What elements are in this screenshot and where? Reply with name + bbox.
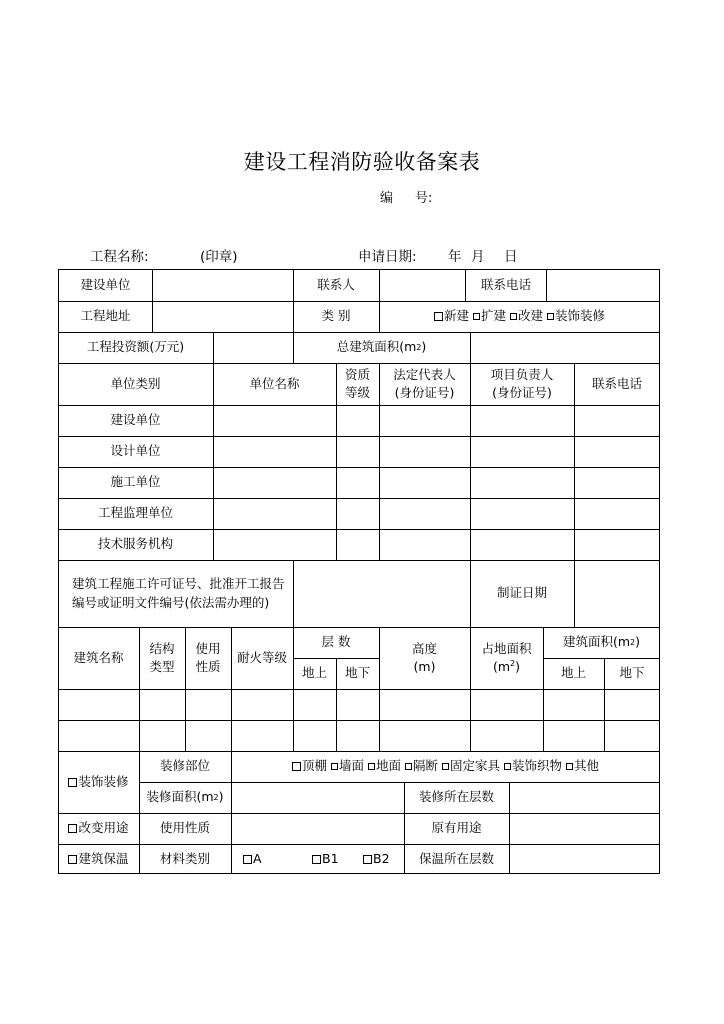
- fire-rating-header: 耐火等级: [236, 649, 287, 665]
- checkbox-icon[interactable]: [292, 762, 301, 771]
- floors-header: 层 数: [321, 634, 351, 650]
- investment-label: 工程投资额(万元): [86, 339, 185, 355]
- checkbox-icon[interactable]: [68, 855, 77, 864]
- option-other[interactable]: 其他: [566, 757, 599, 775]
- checkbox-icon[interactable]: [312, 855, 321, 864]
- land-area-header: 占地面积 $(m^2)$: [481, 640, 532, 675]
- permit-number-label: 建筑工程施工许可证号、批准开工报告 编号或证明文件编号(依法需办理的): [72, 576, 285, 610]
- floors-above-header: 地上: [301, 665, 327, 681]
- day-label: 日: [504, 249, 518, 265]
- unit-phone-header: 联系电话: [591, 375, 642, 391]
- checkbox-icon[interactable]: [510, 313, 517, 320]
- decoration-part-label: 装修部位: [159, 758, 210, 774]
- area-above-header: 地上: [560, 665, 586, 681]
- insulation-floor-label: 保温所在层数: [418, 850, 494, 866]
- total-area-label: 总建筑面积(m 2 ): [336, 339, 427, 355]
- option-b1[interactable]: B1: [312, 844, 352, 874]
- checkbox-icon[interactable]: [68, 778, 77, 787]
- unit-row-design: 设计单位: [110, 443, 161, 459]
- structure-type-header: 结构 类型: [149, 640, 175, 674]
- unit-name-header: 单位名称: [249, 375, 300, 391]
- checkbox-icon[interactable]: [368, 763, 375, 770]
- unit-type-header: 单位类别: [110, 375, 161, 391]
- form-title: 建设工程消防验收备案表: [243, 150, 481, 174]
- serial-number-label: 编 号:: [380, 191, 433, 206]
- unit-row-construction: 施工单位: [110, 474, 161, 490]
- option-rebuild[interactable]: 改建: [510, 307, 543, 325]
- option-expand[interactable]: 扩建: [473, 307, 506, 325]
- use-nature-header: 使用 性质: [195, 640, 221, 674]
- decoration-floor-label: 装修所在层数: [418, 789, 494, 805]
- contact-phone-label: 联系电话: [480, 277, 531, 293]
- change-use-label[interactable]: 改变用途: [58, 813, 139, 844]
- insulation-label[interactable]: 建筑保温: [58, 844, 139, 874]
- option-a[interactable]: A: [243, 844, 283, 874]
- year-label: 年: [448, 249, 462, 265]
- checkbox-icon[interactable]: [363, 855, 372, 864]
- unit-row-build: 建设单位: [110, 412, 161, 428]
- contact-person-label: 联系人: [317, 277, 355, 293]
- checkbox-icon[interactable]: [442, 763, 449, 770]
- build-unit-label: 建设单位: [80, 277, 131, 293]
- month-label: 月: [471, 249, 485, 265]
- use-nature-label: 使用性质: [159, 820, 210, 836]
- project-manager-header: 项目负责人 (身份证号): [490, 366, 554, 400]
- unit-row-tech-service: 技术服务机构: [97, 536, 173, 552]
- option-decoration[interactable]: 装饰装修: [547, 307, 605, 325]
- option-ceiling[interactable]: 顶棚: [292, 757, 327, 775]
- option-wall[interactable]: 墙面: [331, 757, 364, 775]
- height-header: 高度 (m): [411, 640, 437, 674]
- option-fixed-furniture[interactable]: 固定家具: [442, 757, 500, 775]
- qualification-header: 资质 等级: [344, 366, 370, 400]
- category-label: 类 别: [321, 308, 351, 324]
- building-name-header: 建筑名称: [73, 649, 124, 665]
- checkbox-icon[interactable]: [68, 824, 77, 833]
- option-fabric[interactable]: 装饰织物: [504, 757, 562, 775]
- project-address-label: 工程地址: [80, 308, 131, 324]
- option-b2[interactable]: B2: [363, 844, 403, 874]
- checkbox-icon[interactable]: [243, 855, 252, 864]
- option-floor[interactable]: 地面: [368, 757, 401, 775]
- checkbox-icon[interactable]: [405, 763, 412, 770]
- checkbox-icon[interactable]: [547, 313, 554, 320]
- area-below-header: 地下: [619, 665, 645, 681]
- category-options: [379, 301, 660, 332]
- checkbox-icon[interactable]: [331, 763, 338, 770]
- checkbox-icon[interactable]: [473, 313, 480, 320]
- project-name-label: 工程名称:: [90, 249, 149, 265]
- building-area-header: 建筑面积(m 2 ): [562, 634, 641, 650]
- checkbox-icon[interactable]: [504, 763, 511, 770]
- decoration-area-label: 装修面积(m 2 ): [146, 789, 224, 805]
- original-use-label: 原有用途: [431, 820, 482, 836]
- apply-date-label: 申请日期:: [358, 249, 417, 265]
- option-new[interactable]: 新建: [434, 307, 469, 325]
- checkbox-icon[interactable]: [566, 763, 573, 770]
- decoration-part-options: [231, 751, 660, 782]
- option-partition[interactable]: 隔断: [405, 757, 438, 775]
- decoration-label[interactable]: 装饰装修: [58, 751, 139, 813]
- unit-row-supervision: 工程监理单位: [97, 505, 173, 521]
- material-type-label: 材料类别: [159, 850, 210, 866]
- legal-rep-header: 法定代表人 (身份证号): [393, 366, 456, 400]
- floors-below-header: 地下: [344, 665, 370, 681]
- issue-date-label: 制证日期: [496, 585, 547, 601]
- seal-label: (印章): [200, 249, 238, 265]
- checkbox-icon[interactable]: [434, 312, 443, 321]
